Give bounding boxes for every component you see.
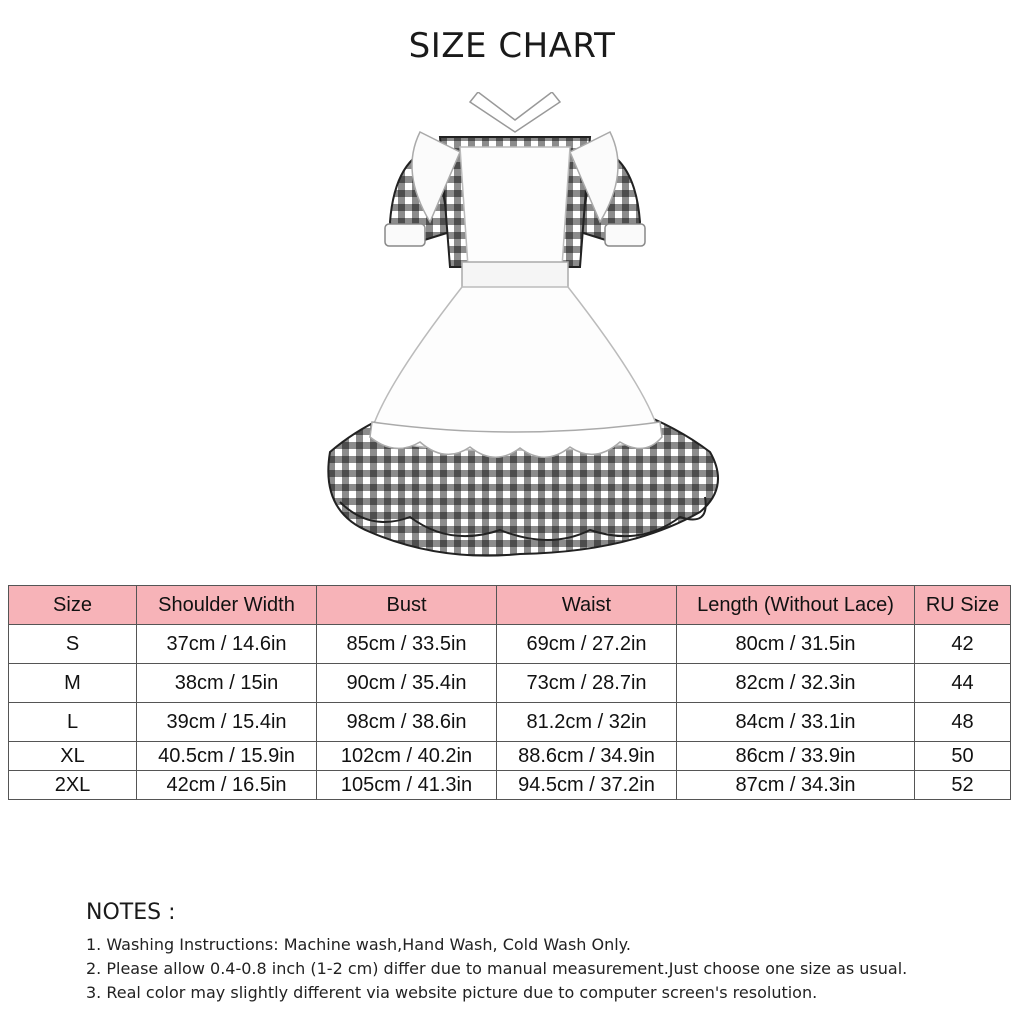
table-cell: 69cm / 27.2in <box>497 625 677 664</box>
notes-section <box>86 900 986 1005</box>
table-cell: 94.5cm / 37.2in <box>497 771 677 800</box>
table-cell: 42cm / 16.5in <box>137 771 317 800</box>
page-title: SIZE CHART <box>408 26 616 66</box>
header-length: Length (Without Lace) <box>677 586 915 625</box>
header-ru-size: RU Size <box>915 586 1011 625</box>
table-header-row <box>9 586 1011 625</box>
table-cell: 85cm / 33.5in <box>317 625 497 664</box>
table-cell: 38cm / 15in <box>137 664 317 703</box>
dress-image <box>300 92 730 562</box>
table-cell: XL <box>9 742 137 771</box>
table-cell: 73cm / 28.7in <box>497 664 677 703</box>
table-cell: 37cm / 14.6in <box>137 625 317 664</box>
table-cell: 82cm / 32.3in <box>677 664 915 703</box>
table-cell: 2XL <box>9 771 137 800</box>
table-cell: L <box>9 703 137 742</box>
table-row <box>9 703 1011 742</box>
table-cell: 81.2cm / 32in <box>497 703 677 742</box>
header-shoulder-width: Shoulder Width <box>137 586 317 625</box>
table-row <box>9 742 1011 771</box>
header-size: Size <box>9 586 137 625</box>
table-cell: 84cm / 33.1in <box>677 703 915 742</box>
table-cell: 50 <box>915 742 1011 771</box>
table-cell: 88.6cm / 34.9in <box>497 742 677 771</box>
note-item: 1. Washing Instructions: Machine wash,Hand Wash, Cold Wash Only. <box>86 935 631 954</box>
table-row <box>9 771 1011 800</box>
notes-heading: NOTES : <box>86 900 176 925</box>
header-bust: Bust <box>317 586 497 625</box>
note-item: 3. Real color may slightly different via website picture due to computer screen's resolution. <box>86 983 818 1002</box>
table-cell: 39cm / 15.4in <box>137 703 317 742</box>
table-cell: 40.5cm / 15.9in <box>137 742 317 771</box>
table-cell: S <box>9 625 137 664</box>
table-cell: 48 <box>915 703 1011 742</box>
table-cell: 102cm / 40.2in <box>317 742 497 771</box>
header-waist: Waist <box>497 586 677 625</box>
table-cell: M <box>9 664 137 703</box>
table-cell: 98cm / 38.6in <box>317 703 497 742</box>
table-cell: 87cm / 34.3in <box>677 771 915 800</box>
table-cell: 86cm / 33.9in <box>677 742 915 771</box>
table-cell: 42 <box>915 625 1011 664</box>
note-item: 2. Please allow 0.4-0.8 inch (1-2 cm) differ due to manual measurement.Just choose one size as usual. <box>86 959 908 978</box>
table-cell: 80cm / 31.5in <box>677 625 915 664</box>
table-row <box>9 625 1011 664</box>
table-row <box>9 664 1011 703</box>
table-cell: 90cm / 35.4in <box>317 664 497 703</box>
table-cell: 105cm / 41.3in <box>317 771 497 800</box>
size-table <box>8 585 1011 800</box>
table-cell: 44 <box>915 664 1011 703</box>
table-cell: 52 <box>915 771 1011 800</box>
